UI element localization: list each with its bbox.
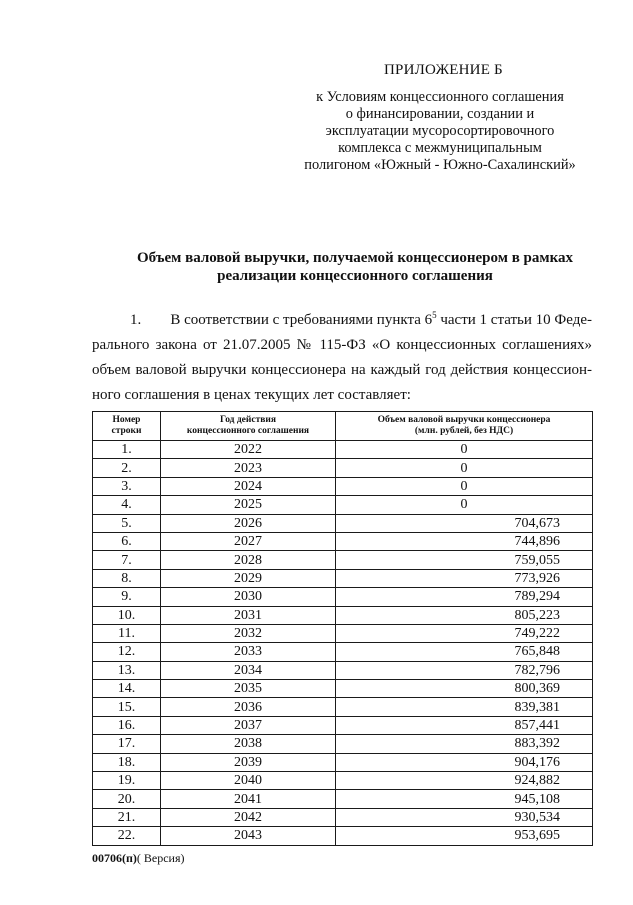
cell-revenue: 953,695: [336, 827, 593, 845]
cell-revenue: 883,392: [336, 735, 593, 753]
cell-revenue: 904,176: [336, 753, 593, 771]
section-heading-line: Объем валовой выручки, получаемой концессионером в рамках: [136, 250, 574, 266]
paragraph-number: 1.: [130, 312, 142, 328]
cell-year: 2027: [161, 532, 336, 550]
cell-revenue: 930,534: [336, 808, 593, 826]
revenue-table: [92, 411, 593, 846]
header-text: Год действия: [220, 415, 276, 425]
cell-revenue: 805,223: [336, 606, 593, 624]
table-row: [93, 514, 593, 532]
table-row: [93, 735, 593, 753]
cell-year: 2029: [161, 569, 336, 587]
section-heading-line: реализации концессионного соглашения: [217, 268, 493, 284]
section-heading: [60, 249, 633, 285]
cell-revenue: 0: [336, 496, 593, 514]
paragraph-line: [92, 308, 592, 333]
cell-year: 2033: [161, 643, 336, 661]
cell-year: 2022: [161, 441, 336, 459]
cell-row-number: 13.: [93, 661, 161, 679]
cell-year: 2028: [161, 551, 336, 569]
cell-row-number: 11.: [93, 624, 161, 642]
cell-row-number: 4.: [93, 496, 161, 514]
cell-revenue: 789,294: [336, 588, 593, 606]
cell-revenue: 839,381: [336, 698, 593, 716]
header-year: [161, 412, 336, 441]
cell-row-number: 1.: [93, 441, 161, 459]
cell-year: 2038: [161, 735, 336, 753]
cell-year: 2023: [161, 459, 336, 477]
table-row: [93, 551, 593, 569]
cell-year: 2041: [161, 790, 336, 808]
header-text: Объем валовой выручки концессионера: [377, 415, 551, 425]
appendix-subtitle-line: к Условиям концессионного соглашения: [316, 89, 564, 105]
table-row: [93, 827, 593, 845]
cell-year: 2036: [161, 698, 336, 716]
cell-year: 2030: [161, 588, 336, 606]
cell-year: 2025: [161, 496, 336, 514]
table-row: [93, 716, 593, 734]
cell-revenue: 759,055: [336, 551, 593, 569]
cell-row-number: 21.: [93, 808, 161, 826]
cell-row-number: 7.: [93, 551, 161, 569]
table-header-row: [93, 412, 593, 441]
cell-row-number: 18.: [93, 753, 161, 771]
cell-revenue: 800,369: [336, 680, 593, 698]
cell-year: 2032: [161, 624, 336, 642]
table-row: [93, 680, 593, 698]
table-row: [93, 661, 593, 679]
cell-row-number: 14.: [93, 680, 161, 698]
paragraph-text: В соответствии с требованиями пункта 6: [170, 312, 433, 328]
appendix-subtitle-line: о финансировании, создании и: [345, 106, 535, 122]
cell-row-number: 10.: [93, 606, 161, 624]
table-row: [93, 772, 593, 790]
cell-row-number: 19.: [93, 772, 161, 790]
table-row: [93, 588, 593, 606]
paragraph-line-text: [170, 308, 592, 333]
document-code: 00706(п): [92, 851, 137, 865]
paragraph-1: [92, 308, 592, 408]
document-version: ( Версия): [136, 851, 185, 865]
cell-revenue: 0: [336, 477, 593, 495]
paragraph-line: ного соглашения в ценах текущих лет составляет:: [92, 387, 411, 403]
appendix-subtitle-line: полигоном «Южный - Южно-Сахалинский»: [304, 157, 576, 173]
header-text: (млн. рублей, без НДС): [414, 426, 514, 436]
header-text: концессионного соглашения: [186, 426, 310, 436]
cell-row-number: 12.: [93, 643, 161, 661]
cell-row-number: 22.: [93, 827, 161, 845]
paragraph-text: части 1 статьи 10 Феде-: [436, 312, 592, 328]
appendix-title: ПРИЛОЖЕНИЕ Б: [384, 62, 503, 78]
table-row: [93, 569, 593, 587]
table-row: [93, 790, 593, 808]
cell-row-number: 15.: [93, 698, 161, 716]
cell-row-number: 3.: [93, 477, 161, 495]
table-body: [93, 441, 593, 846]
table-row: [93, 496, 593, 514]
cell-row-number: 8.: [93, 569, 161, 587]
appendix-subtitle: [290, 89, 590, 174]
cell-revenue: 773,926: [336, 569, 593, 587]
cell-row-number: 17.: [93, 735, 161, 753]
cell-revenue: 744,896: [336, 532, 593, 550]
paragraph-line: объем валовой выручки концессионера на каждый год действия концессион-: [92, 362, 592, 378]
table-row: [93, 606, 593, 624]
table-row: [93, 624, 593, 642]
footer: [92, 851, 185, 866]
cell-revenue: 924,882: [336, 772, 593, 790]
cell-year: 2039: [161, 753, 336, 771]
cell-year: 2042: [161, 808, 336, 826]
table-row: [93, 753, 593, 771]
cell-year: 2043: [161, 827, 336, 845]
cell-year: 2031: [161, 606, 336, 624]
cell-revenue: 749,222: [336, 624, 593, 642]
header-row-number: [93, 412, 161, 441]
paragraph-superscript: 5: [432, 310, 437, 320]
table-row: [93, 441, 593, 459]
header-revenue: [336, 412, 593, 441]
cell-row-number: 9.: [93, 588, 161, 606]
table-row: [93, 643, 593, 661]
cell-year: 2034: [161, 661, 336, 679]
cell-revenue: 0: [336, 441, 593, 459]
cell-revenue: 0: [336, 459, 593, 477]
cell-row-number: 5.: [93, 514, 161, 532]
paragraph-line: рального закона от 21.07.2005 № 115-ФЗ «О концессионных соглашениях»: [92, 337, 592, 353]
appendix-subtitle-line: комплекса с межмуниципальным: [338, 140, 542, 156]
cell-revenue: 945,108: [336, 790, 593, 808]
header-text: Номер: [112, 415, 141, 425]
header-text: строки: [111, 426, 142, 436]
cell-revenue: 857,441: [336, 716, 593, 734]
table-row: [93, 532, 593, 550]
cell-row-number: 6.: [93, 532, 161, 550]
cell-revenue: 704,673: [336, 514, 593, 532]
cell-revenue: 782,796: [336, 661, 593, 679]
cell-row-number: 16.: [93, 716, 161, 734]
cell-year: 2026: [161, 514, 336, 532]
cell-year: 2035: [161, 680, 336, 698]
cell-year: 2040: [161, 772, 336, 790]
cell-year: 2037: [161, 716, 336, 734]
table-row: [93, 698, 593, 716]
cell-row-number: 2.: [93, 459, 161, 477]
cell-row-number: 20.: [93, 790, 161, 808]
table-row: [93, 808, 593, 826]
cell-revenue: 765,848: [336, 643, 593, 661]
table-row: [93, 459, 593, 477]
appendix-subtitle-line: эксплуатации мусоросортировочного: [325, 123, 555, 139]
cell-year: 2024: [161, 477, 336, 495]
table-row: [93, 477, 593, 495]
